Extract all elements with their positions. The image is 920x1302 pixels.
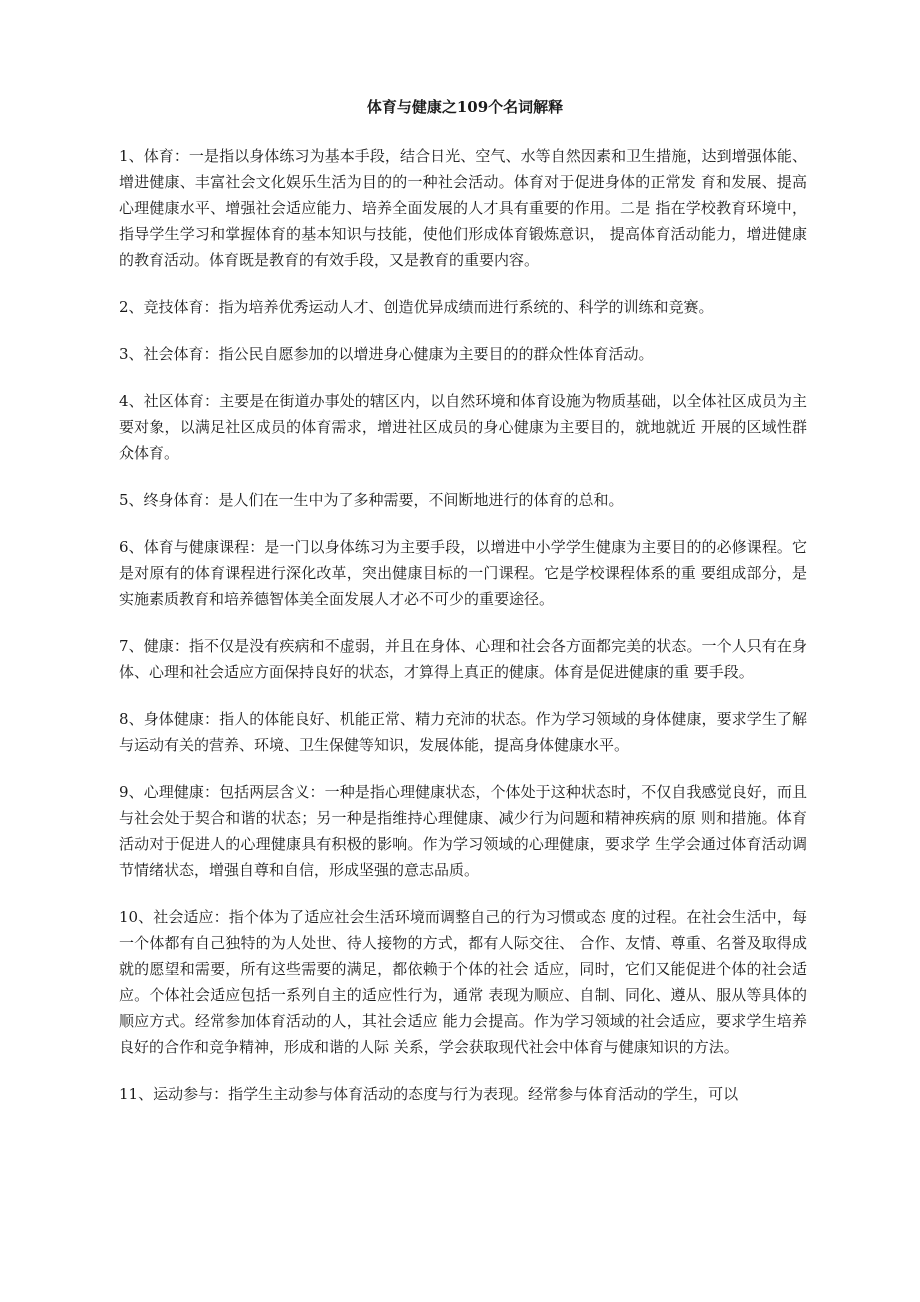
entry-5: 5、终身体育：是人们在一生中为了多种需要，不间断地进行的体育的总和。 — [119, 491, 624, 509]
entry-7: 7、健康：指不仅是没有疾病和不虚弱，并且在身体、心理和社会各方面都完美的状态。一个人只有在身体、心理和社会适应方面保持良好的状态，才算得上真正的健康。体育是促进健康的重 要手段。 — [119, 637, 807, 681]
entry-8: 8、身体健康：指人的体能良好、机能正常、精力充沛的状态。作为学习领域的身体健康，要求学生了解与运动有关的营养、环境、卫生保健等知识，发展体能，提高身体健康水平。 — [119, 710, 807, 754]
entries-list — [119, 143, 807, 1107]
entry-1: 1、体育：一是指以身体练习为基本手段，结合日光、空气、水等自然因素和卫生措施，达到增强体能、增进健康、丰富社会文化娱乐生活为目的的一种社会活动。体育对于促进身体的正常发 育和发展、提高心理健康水平、增强社会适应能力、培养全面发展的人才具有重要的作用。二是 指在学校教育环境中，指导学生学习和掌握体育的基本知识与技能，使他们形成体育锻炼意识， 提高体育活动能力，增进健康的教育活动。体育既是教育的有效手段，又是教育的重要内容。 — [119, 147, 807, 269]
document-title: 体育与健康之109个名词解释 — [366, 98, 564, 116]
entry-2: 2、竞技体育：指为培养优秀运动人才、创造优异成绩而进行系统的、科学的训练和竞赛。 — [119, 298, 714, 316]
entry-9: 9、心理健康：包括两层含义：一种是指心理健康状态，个体处于这种状态时，不仅自我感觉良好，而且与社会处于契合和谐的状态；另一种是指维持心理健康、减少行为问题和精神疾病的原 则和措施。体育活动对于促进人的心理健康具有积极的影响。作为学习领域的心理健康，要求学 生学会通过体育活动调节情绪状态，增强自尊和自信，形成坚强的意志品质。 — [119, 783, 807, 879]
entry-6: 6、体育与健康课程：是一门以身体练习为主要手段，以增进中小学学生健康为主要目的的必修课程。它是对原有的体育课程进行深化改革，突出健康目标的一门课程。它是学校课程体系的重 要组成部分，是实施素质教育和培养德智体美全面发展人才必不可少的重要途径。 — [119, 538, 807, 608]
entry-10: 10、社会适应：指个体为了适应社会生活环境而调整自己的行为习惯或态 度的过程。在社会生活中，每一个体都有自己独特的为人处世、待人接物的方式，都有人际交往、 合作、友情、尊重、名誉及取得成就的愿望和需要，所有这些需要的满足，都依赖于个体的社会 适应，同时，它们又能促进个体的社会适应。个体社会适应包括一系列自主的适应性行为，通常 表现为顺应、自制、同化、遵从、服从等具体的顺应方式。经常参加体育活动的人，其社会适应 能力会提高。作为学习领域的社会适应，要求学生培养良好的合作和竞争精神，形成和谐的人际 关系，学会获取现代社会中体育与健康知识的方法。 — [119, 908, 807, 1056]
entry-11: 11、运动参与：指学生主动参与体育活动的态度与行为表现。经常参与体育活动的学生，可以 — [119, 1085, 739, 1103]
entry-3: 3、社会体育：指公民自愿参加的以增进身心健康为主要目的的群众性体育活动。 — [119, 345, 654, 363]
entry-4: 4、社区体育：主要是在街道办事处的辖区内，以自然环境和体育设施为物质基础，以全体社区成员为主要对象，以满足社区成员的体育需求，增进社区成员的身心健康为主要目的，就地就近 开展的区域性群众体育。 — [119, 392, 807, 462]
